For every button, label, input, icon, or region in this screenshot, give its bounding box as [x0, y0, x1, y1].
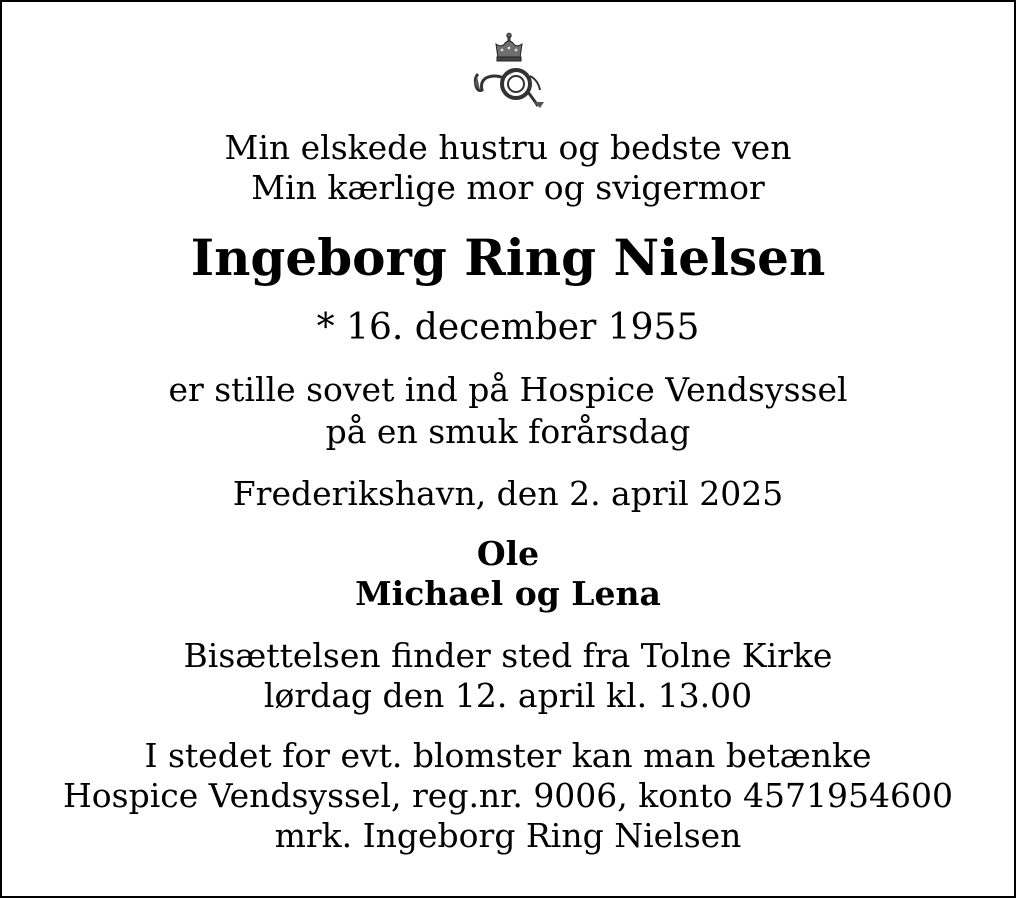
funeral-line-1: Bisættelsen finder sted fra Tolne Kirke — [183, 636, 833, 675]
donation-line-3: mrk. Ingeborg Ring Nielsen — [274, 816, 742, 855]
royal-crown-post-horn-emblem-icon — [472, 32, 546, 110]
place-and-date: Frederikshavn, den 2. april 2025 — [232, 474, 784, 513]
funeral-line-2: lørdag den 12. april kl. 13.00 — [263, 676, 753, 715]
deceased-name: Ingeborg Ring Nielsen — [190, 228, 826, 287]
passing-line-1: er stille sovet ind på Hospice Vendsyssel — [168, 370, 848, 409]
passing-line-2: på en smuk forårsdag — [325, 412, 691, 451]
intro-line-1: Min elskede hustru og bedste ven — [224, 128, 792, 167]
intro-line-2: Min kærlige mor og svigermor — [251, 168, 765, 207]
donation-line-1: I stedet for evt. blomster kan man betænke — [144, 736, 872, 775]
birth-date: * 16. december 1955 — [316, 307, 700, 348]
family-line-2: Michael og Lena — [355, 574, 661, 613]
family-line-1: Ole — [476, 534, 540, 573]
donation-line-2: Hospice Vendsyssel, reg.nr. 9006, konto 4571954600 — [63, 776, 953, 815]
